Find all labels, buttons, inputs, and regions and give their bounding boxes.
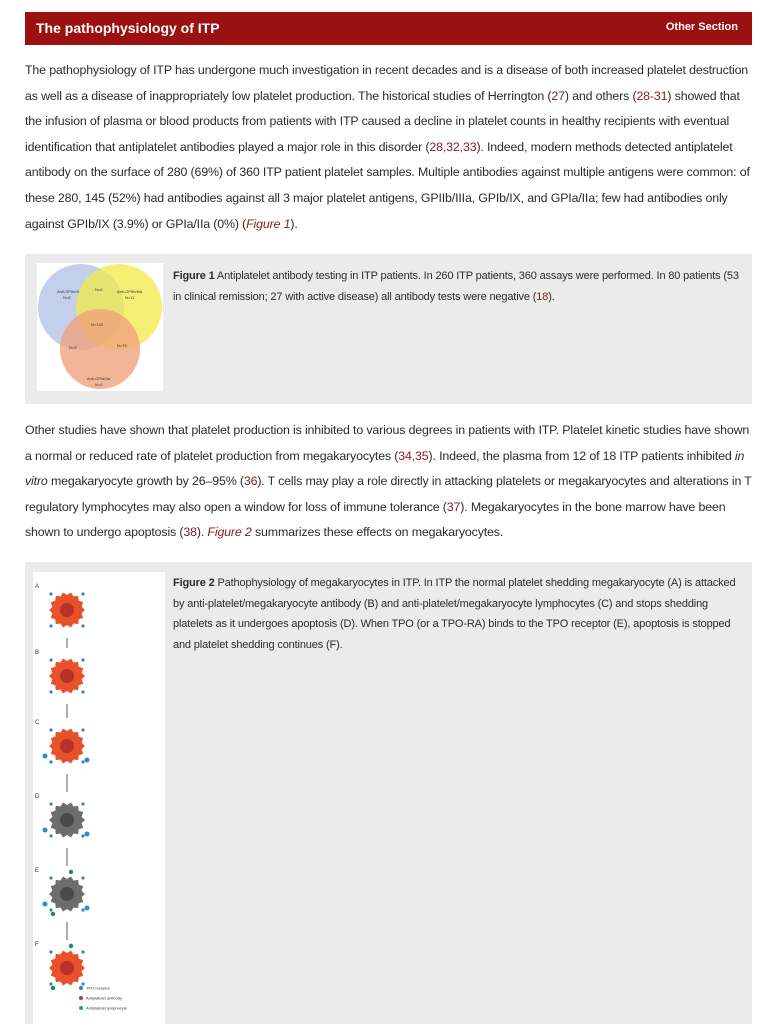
- tpo-molecule-f: [69, 944, 73, 948]
- ref-link[interactable]: 36: [243, 474, 258, 489]
- ref-link[interactable]: 28,32,33: [429, 139, 477, 154]
- megakaryocyte-diagram: [33, 572, 165, 1024]
- legend-swatch-2: [79, 1006, 83, 1010]
- venn-left-label: N=3: [69, 345, 77, 350]
- tpo-receptor-a: [49, 592, 52, 595]
- tpo-receptor-c: [81, 728, 84, 731]
- venn-right-label: N=75: [117, 343, 127, 348]
- tpo-molecule-e: [69, 870, 73, 874]
- tpo-receptor-d: [81, 802, 84, 805]
- tpo-receptor-a: [81, 592, 84, 595]
- venn-both-label: N=6: [95, 287, 103, 292]
- paragraph-1: The pathophysiology of ITP has undergone much investigation in recent decades and is a disease of both increased platelet destruction as well as a disease of inappropriately low platelet production. The historical studies of Herrington (27) and others (28-31) showed that the infusion of plasma or blood products from patients with ITP caused a decline in platelet counts in healthy recipients with eventual identification that antiplatelet antibodies played a major role in this disorder (28,32,33). Indeed, modern methods detected antiplatelet antibody on the surface of 280 (69%) of 360 ITP patient platelet samples. Multiple antibodies against multiple antigens were common: of these 280, 145 (52%) had antibodies against all 3 major platelet antigens, GPIIb/IIIa, GPIb/IX, and GPIa/IIa; few had antibodies only against GPIb/IX (3.9%) or GPIa/IIa (0%) (Figure 1).: [25, 63, 750, 231]
- tpo-receptor-c: [49, 760, 52, 763]
- legend-label-1: Antiplatelet antibody: [86, 995, 123, 1001]
- figure-1-box: [25, 254, 752, 404]
- cell-nucleus-d: [60, 813, 74, 827]
- tpo-receptor-e: [81, 908, 84, 911]
- panel-letter-a: A: [35, 584, 40, 590]
- tpo-receptor-b: [49, 658, 52, 661]
- panel-letter-e: E: [35, 868, 40, 874]
- legend-label-2: Antiplatelet lymphocyte: [86, 1005, 128, 1011]
- venn-diagram: [37, 263, 163, 391]
- tpo-receptor-e: [81, 876, 84, 879]
- legend-swatch-0: [79, 986, 83, 990]
- tpo-receptor-d: [49, 802, 52, 805]
- venn-blue-label-1: Anti-GPIb/IX: [57, 289, 80, 294]
- tpo-receptor-a: [81, 624, 84, 627]
- legend-label-0: TPO receptor: [86, 985, 111, 991]
- figure-2-label: Figure 2: [173, 577, 215, 589]
- tpo-receptor-f: [81, 982, 84, 985]
- tpo-molecule-f: [51, 986, 55, 990]
- tpo-receptor-c: [49, 728, 52, 731]
- cell-nucleus-c: [60, 739, 74, 753]
- tpo-receptor-f: [49, 982, 52, 985]
- lymphocyte-c: [85, 758, 90, 763]
- figure-2-link[interactable]: Figure 2: [207, 525, 252, 540]
- ref-link[interactable]: 38: [183, 525, 197, 540]
- tpo-receptor-b: [81, 690, 84, 693]
- tpo-receptor-e: [49, 908, 52, 911]
- section-title: The pathophysiology of ITP: [36, 20, 220, 36]
- tpo-receptor-b: [49, 690, 52, 693]
- tpo-receptor-f: [49, 950, 52, 953]
- venn-orange-label-2: N=0: [95, 382, 103, 387]
- tpo-receptor-d: [49, 834, 52, 837]
- figure-2-caption: Figure 2 Pathophysiology of megakaryocytes in ITP. In ITP the normal platelet shedding megakaryocyte (A) is attacked by anti-platelet/megakaryocyte antibody (B) and anti-platelet/megakaryocyte lymphocytes (C) and stops shedding platelets as it undergoes apoptosis (D). When TPO (or a TPO-RA) binds to the TPO receptor (E), apoptosis is stopped and platelet shedding continues (F).: [173, 577, 736, 651]
- venn-yellow-label-1: Anti-GPIIb/IIIa: [117, 289, 143, 294]
- tpo-receptor-a: [49, 624, 52, 627]
- paragraph-2: Other studies have shown that platelet production is inhibited to various degrees in patients with ITP. Platelet kinetic studies have shown a normal or reduced rate of platelet production from megakaryocytes (34,35). Indeed, the plasma from 12 of 18 ITP patients inhibited in vitro megakaryocyte growth by 26–95% (36). T cells may play a role directly in attacking platelets or megakaryocytes and alterations in T regulatory lymphocytes may also open a window for loss of immune tolerance (37). Megakaryocytes in the bone marrow have been shown to undergo apoptosis (38). Figure 2 summarizes these effects on megakaryocytes.: [25, 423, 752, 540]
- figure-2-box: [25, 562, 752, 1024]
- tpo-receptor-e: [49, 876, 52, 879]
- lymphocyte-e: [85, 906, 90, 911]
- figure-2-image[interactable]: [33, 572, 165, 1024]
- panel-letter-f: F: [35, 942, 39, 948]
- figure-1-caption: Figure 1 Antiplatelet antibody testing in ITP patients. In 260 ITP patients, 360 assays were performed. In 80 patients (53 in clinical remission; 27 with active disease) all antibody tests were negative (18).: [173, 270, 739, 303]
- lymphocyte-d: [85, 832, 90, 837]
- cell-nucleus-a: [60, 603, 74, 617]
- tpo-receptor-c: [81, 760, 84, 763]
- figure-1-label: Figure 1: [173, 270, 215, 282]
- figure-1-link[interactable]: Figure 1: [246, 216, 291, 231]
- panel-letter-c: C: [35, 720, 40, 726]
- venn-yellow-label-2: N=11: [125, 295, 135, 300]
- lymphocyte-e: [43, 902, 48, 907]
- cell-nucleus-b: [60, 669, 74, 683]
- tpo-receptor-d: [81, 834, 84, 837]
- lymphocyte-d: [43, 828, 48, 833]
- venn-center-label: N=145: [91, 322, 103, 327]
- ref-link[interactable]: 34,35: [398, 448, 429, 463]
- tpo-receptor-b: [81, 658, 84, 661]
- ref-link[interactable]: 18: [536, 290, 549, 303]
- lymphocyte-c: [43, 754, 48, 759]
- venn-blue-label-2: N=8: [63, 295, 71, 300]
- panel-letter-d: D: [35, 794, 40, 800]
- ref-link[interactable]: 27: [551, 88, 565, 103]
- tpo-receptor-f: [81, 950, 84, 953]
- cell-nucleus-f: [60, 961, 74, 975]
- venn-orange-label-1: Anti-GPIa/IIa: [87, 376, 110, 381]
- other-section-link[interactable]: Other Section: [665, 21, 738, 33]
- ref-link[interactable]: 37: [446, 499, 461, 514]
- figure-1-image[interactable]: [37, 263, 163, 391]
- cell-nucleus-e: [60, 887, 74, 901]
- section-header: [25, 12, 752, 45]
- panel-letter-b: B: [35, 650, 40, 656]
- legend-swatch-1: [79, 996, 83, 1000]
- tpo-molecule-e: [51, 912, 55, 916]
- ref-link[interactable]: 28-31: [636, 88, 668, 103]
